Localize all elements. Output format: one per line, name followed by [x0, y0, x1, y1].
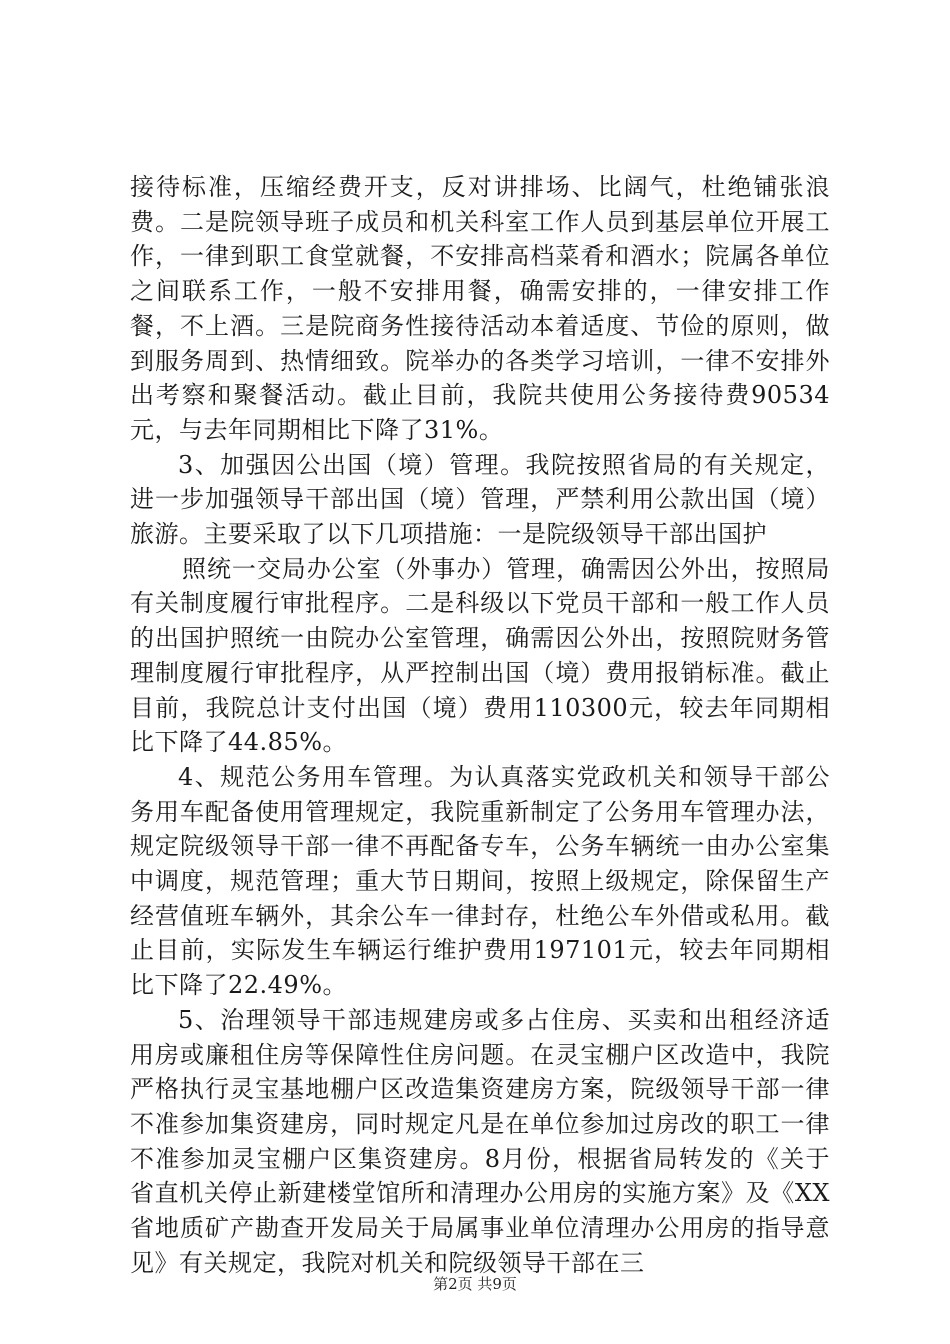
paragraph-section-5: 5、治理领导干部违规建房或多占住房、买卖和出租经济适用房或廉租住房等保障性住房问题。在灵宝棚户区改造中，我院严格执行灵宝基地棚户区改造集资建房方案，院级领导干部一律不准参加集资建房，同时规定凡是在单位参加过房改的职工一律不准参加灵宝棚户区集资建房。8月份，根据省局转发的《关于省直机关停止新建楼堂馆所和清理办公用房的实施方案》及《XX省地质矿产勘查开发局关于局属事业单位清理办公用房的指导意见》有关规定，我院对机关和院级领导干部在三 [130, 1005, 830, 1277]
paragraph-section-3-cont: 照统一交局办公室（外事办）管理，确需因公外出，按照局有关制度履行审批程序。二是科级以下党员干部和一般工作人员的出国护照统一由院办公室管理，确需因公外出，按照院财务管理制度履行审批程序，从严控制出国（境）费用报销标准。截止目前，我院总计支付出国（境）费用110300元，较去年同期相比下降了44.85%。 [130, 554, 830, 757]
paragraph-section-3: 3、加强因公出国（境）管理。我院按照省局的有关规定，进一步加强领导干部出国（境）管理，严禁利用公款出国（境）旅游。主要采取了以下几项措施：一是院级领导干部出国护 [130, 450, 830, 549]
paragraph-continuation: 接待标准，压缩经费开支，反对讲排场、比阔气，杜绝铺张浪费。二是院领导班子成员和机关科室工作人员到基层单位开展工作，一律到职工食堂就餐，不安排高档菜肴和酒水；院属各单位之间联系工作，一般不安排用餐，确需安排的，一律安排工作餐，不上酒。三是院商务性接待活动本着适度、节俭的原则，做到服务周到、热情细致。院举办的各类学习培训，一律不安排外出考察和聚餐活动。截止目前，我院共使用公务接待费90534元，与去年同期相比下降了31%。 [130, 173, 830, 444]
document-body [130, 170, 830, 1281]
page-footer: 第2页 共9页 [433, 1275, 517, 1293]
paragraph-section-4: 4、规范公务用车管理。为认真落实党政机关和领导干部公务用车配备使用管理规定，我院重新制定了公务用车管理办法，规定院级领导干部一律不再配备专车，公务车辆统一由办公室集中调度，规范管理；重大节日期间，按照上级规定，除保留生产经营值班车辆外，其余公车一律封存，杜绝公车外借或私用。截止目前，实际发生车辆运行维护费用197101元，较去年同期相比下降了22.49%。 [130, 762, 830, 1000]
